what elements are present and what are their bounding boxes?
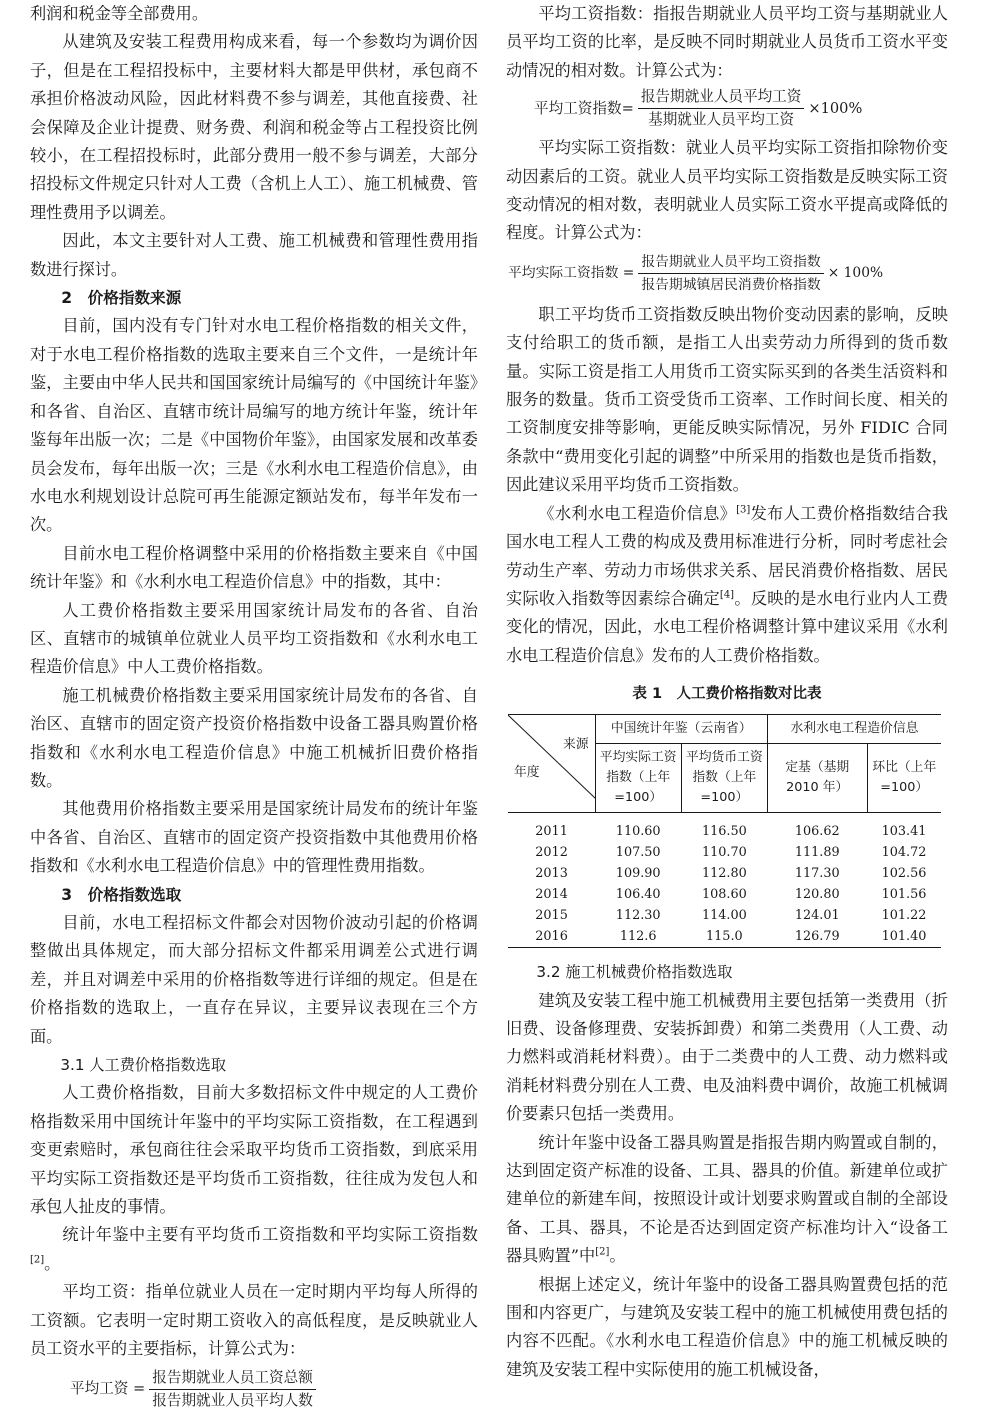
corner-source-label: 来源 bbox=[563, 737, 589, 753]
table-cell-year: 2011 bbox=[535, 823, 568, 839]
formula-denominator: 基期就业人员平均工资 bbox=[648, 111, 795, 129]
table-cell-year: 2016 bbox=[508, 926, 595, 948]
section-heading-2: 2 价格指数来源 bbox=[61, 289, 182, 308]
table-caption: 表 1 人工费价格指数对比表 bbox=[632, 686, 822, 703]
table-cell: 102.56 bbox=[881, 865, 927, 881]
right-column bbox=[506, 0, 948, 1384]
table-cell: 101.40 bbox=[867, 926, 941, 948]
table-cell: 124.01 bbox=[794, 907, 840, 923]
table-corner-cell bbox=[508, 715, 595, 813]
table-cell: 112.30 bbox=[615, 907, 661, 923]
paragraph: 根据上述定义，统计年鉴中的设备工器具购置费包括的范围和内容更广，与建筑及安装工程中的施工机械使用费包括的内容不匹配。《水利水电工程造价信息》中的施工机械反映的建筑及安装工程中实际使用的施工机械设备， bbox=[506, 1274, 948, 1379]
table-cell: 112.80 bbox=[701, 865, 747, 881]
formula-lhs: 平均实际工资指数 bbox=[508, 265, 619, 282]
table-group-header: 中国统计年鉴（云南省） bbox=[595, 715, 767, 744]
paragraph: 从建筑及安装工程费用构成来看，每一个参数均为调价因子，但是在工程招投标中，主要材料大都是甲供材，承包商不承担价格波动风险，因此材料费不参与调差，其他直接费、社会保障及企业计提费、财务费、利润和税金等占工程投资比例较小，在工程招投标时，此部分费用一般不参与调差，大部分招投标文件规定只针对人工费（含机上人工）、施工机械费、管理性费用予以调差。 bbox=[30, 32, 478, 222]
corner-year-label: 年度 bbox=[514, 765, 540, 781]
table-cell: 110.60 bbox=[615, 823, 661, 839]
equals-sign: = bbox=[621, 99, 634, 117]
formula-tail: × 100% bbox=[827, 265, 884, 282]
citation-ref: [2] bbox=[595, 1246, 610, 1258]
table-cell: 106.62 bbox=[794, 823, 840, 839]
paragraph: 平均工资指数：指报告期就业人员平均工资与基期就业人员平均工资的比率，是反映不同时期就业人员货币工资水平变动情况的相对数。计算公式为： bbox=[506, 4, 948, 80]
table-row bbox=[508, 821, 941, 842]
table-cell: 112.6 bbox=[595, 926, 681, 948]
paragraph-text: 。 bbox=[609, 1246, 626, 1266]
table-cell-year: 2013 bbox=[535, 865, 568, 881]
formula-lhs: 平均工资指数 bbox=[534, 99, 622, 117]
equals-sign: = bbox=[618, 265, 635, 282]
paragraph bbox=[30, 1221, 478, 1278]
paragraph-text: 统计年鉴中主要有平均货币工资指数和平均实际工资指数 bbox=[62, 1225, 478, 1245]
table-row bbox=[508, 863, 941, 884]
paragraph: 人工费价格指数，目前大多数招标文件中规定的人工费价格指数采用中国统计年鉴中的平均实际工资指数，在工程遇到变更索赔时，承包商往往会采取平均货币工资指数，到底采用平均实际工资指数还是平均货币工资指数，往往成为发包人和承包人扯皮的事情。 bbox=[30, 1083, 478, 1217]
table-cell: 126.79 bbox=[767, 926, 867, 948]
paragraph-text: 发布人工费价格指数结合我国水电工程人工费的构成及费用标准进行分析，同时考虑社会劳动生产率、劳动力市场供求关系、居民消费价格指数、居民实际收入指数等因素综合确定 bbox=[506, 503, 948, 608]
table-cell: 111.89 bbox=[794, 844, 840, 860]
paragraph: 平均工资：指单位就业人员在一定时期内平均每人所得的工资额。它表明一定时期工资收入的高低程度，是反映就业人员工资水平的主要指标，计算公式为： bbox=[30, 1282, 478, 1359]
table-cell: 115.0 bbox=[681, 926, 767, 948]
table-column-header: 平均实际工资指数（上年=100） bbox=[595, 744, 681, 813]
paragraph: 人工费价格指数主要采用国家统计局发布的各省、自治区、直辖市的城镇单位就业人员平均工资指数和《水利水电工程造价信息》中人工费价格指数。 bbox=[30, 600, 478, 677]
table-cell-year: 2015 bbox=[535, 907, 568, 923]
paragraph-text: 。 bbox=[44, 1253, 61, 1273]
table-cell: 107.50 bbox=[615, 844, 661, 860]
paragraph: 因此，本文主要针对人工费、施工机械费和管理性费用指数进行探讨。 bbox=[30, 231, 478, 279]
paragraph-text: 《水利水电工程造价信息》 bbox=[538, 503, 737, 523]
paragraph: 建筑及安装工程中施工机械费用主要包括第一类费用（折旧费、设备修理费、安装拆卸费）和第二类费用（人工费、动力燃料或消耗材料费）。由于二类费中的人工费、动力燃料或消耗材料费分别在人工费、电及油料费中调价，故施工机械调价要素只包括一类费用。 bbox=[506, 990, 948, 1124]
formula-numerator: 报告期就业人员工资总额 bbox=[149, 1368, 316, 1390]
formula-denominator: 报告期城镇居民消费价格指数 bbox=[641, 276, 821, 293]
paragraph: 施工机械费价格指数主要采用国家统计局发布的各省、自治区、直辖市的固定资产投资价格指数中设备工器具购置价格指数和《水利水电工程造价信息》中施工机械折旧费价格指数。 bbox=[30, 685, 478, 790]
table-cell: 109.90 bbox=[615, 865, 661, 881]
paragraph: 利润和税金等全部费用。 bbox=[30, 4, 209, 23]
paragraph bbox=[506, 1129, 948, 1271]
table-cell-year: 2014 bbox=[535, 886, 568, 902]
table-column-header: 环比（上年=100） bbox=[867, 744, 941, 813]
table-cell: 106.40 bbox=[615, 886, 661, 902]
paragraph: 目前，国内没有专门针对水电工程价格指数的相关文件，对于水电工程价格指数的选取主要来自三个文件，一是统计年鉴，主要由中华人民共和国国家统计局编写的《中国统计年鉴》和各省、自治区、直辖市统计局编写的地方统计年鉴，统计年鉴每年出版一次；二是《中国物价年鉴》，由国家发展和改革委员会发布，每年出版一次；三是《水利水电工程造价信息》，由水电水利规划设计总院可再生能源定额站发布，每半年发布一次。 bbox=[30, 316, 478, 535]
subsection-heading-3-1: 3.1 人工费价格指数选取 bbox=[60, 1056, 227, 1075]
table-cell: 110.70 bbox=[701, 844, 747, 860]
table-cell-year: 2012 bbox=[535, 844, 568, 860]
table-cell: 101.22 bbox=[881, 907, 927, 923]
formula-tail: ×100% bbox=[808, 99, 863, 117]
equals-sign: = bbox=[128, 1380, 146, 1397]
formula-average-real-wage-index bbox=[508, 252, 948, 295]
table-cell: 117.30 bbox=[794, 865, 840, 881]
table-column-header: 定基（基期 2010 年） bbox=[767, 744, 867, 813]
formula-lhs: 平均工资 bbox=[70, 1380, 129, 1397]
table-row bbox=[508, 842, 941, 863]
formula-average-wage-index bbox=[534, 87, 948, 130]
table-row bbox=[508, 884, 941, 905]
table-spacer-row bbox=[508, 813, 941, 822]
paragraph: 目前水电工程价格调整中采用的价格指数主要来自《中国统计年鉴》和《水利水电工程造价信息》中的指数，其中： bbox=[30, 543, 478, 592]
subsection-heading-3-2: 3.2 施工机械费价格指数选取 bbox=[536, 963, 733, 982]
paragraph: 其他费用价格指数主要采用是国家统计局发布的统计年鉴中各省、自治区、直辖市的固定资产投资指数中其他费用价格指数和《水利水电工程造价信息》中的管理性费用指数。 bbox=[30, 799, 478, 876]
paragraph: 平均实际工资指数：就业人员平均实际工资指扣除物价变动因素后的工资。就业人员平均实际工资指数是反映实际工资变动情况的相对数，表明就业人员实际工资水平提高或降低的程度。计算公式为： bbox=[506, 138, 948, 243]
paragraph: 职工平均货币工资指数反映出物价变动因素的影响，反映支付给职工的货币额，是指工人出卖劳动力所得到的货币数量。实际工资是指工人用货币工资实际买到的各类生活资料和服务的数量。货币工资受货币工资率、工作时间长度、相关的工资制度安排等影响，更能反映实际情况，另外 FIDIC 合同条款中“费用变化引起的调整”中所采用的指数也是货币指数，因此建议采用平均货币工资指数。 bbox=[506, 304, 948, 495]
paragraph bbox=[506, 500, 948, 670]
citation-ref: [4] bbox=[719, 589, 735, 601]
table-column-header: 平均货币工资指数（上年=100） bbox=[681, 744, 767, 813]
table-cell: 103.41 bbox=[881, 823, 927, 839]
table-cell: 104.72 bbox=[881, 844, 927, 860]
formula-fraction bbox=[638, 87, 805, 130]
formula-numerator: 报告期就业人员平均工资 bbox=[638, 87, 805, 109]
table-cell: 101.56 bbox=[881, 886, 927, 902]
table-cell: 120.80 bbox=[794, 886, 840, 902]
table-row bbox=[508, 926, 941, 948]
paragraph-text: 统计年鉴中设备工器具购置是指报告期内购置或自制的，达到固定资产标准的设备、工具、器具的价值。新建单位或扩建单位的新建车间，按照设计或计划要求购置或自制的全部设备、工具、器具，不论是否达到固定资产标准均计入“设备工器具购置”中 bbox=[506, 1132, 948, 1266]
citation-ref: [3] bbox=[736, 504, 751, 516]
table-row bbox=[508, 905, 941, 926]
table-group-header: 水利水电工程造价信息 bbox=[767, 715, 941, 744]
table-cell: 116.50 bbox=[701, 823, 747, 839]
formula-fraction bbox=[149, 1368, 316, 1411]
paragraph-text: 。反映的是水电行业内人工费变化的情况，因此，水电工程价格调整计算中建议采用《水利水电工程造价信息》发布的人工费价格指数。 bbox=[506, 588, 949, 665]
wage-index-table bbox=[508, 714, 941, 948]
formula-numerator: 报告期就业人员平均工资指数 bbox=[638, 252, 823, 274]
formula-denominator: 报告期就业人员平均人数 bbox=[152, 1391, 313, 1409]
formula-fraction bbox=[638, 252, 823, 295]
formula-average-wage bbox=[70, 1368, 478, 1411]
table-cell: 108.60 bbox=[701, 886, 747, 902]
left-column bbox=[30, 0, 478, 1411]
section-heading-3: 3 价格指数选取 bbox=[61, 885, 182, 904]
table-cell: 114.00 bbox=[701, 907, 747, 923]
diagonal-line-icon bbox=[508, 715, 596, 799]
citation-ref: [2] bbox=[30, 1254, 45, 1266]
paragraph: 目前，水电工程招标文件都会对因物价波动引起的价格调整做出具体规定，而大部分招标文件都采用调差公式进行调差，并且对调差中采用的价格指数等进行详细的规定。但是在价格指数的选取上，一直存在异议，主要异议表现在三个方面。 bbox=[30, 913, 478, 1046]
